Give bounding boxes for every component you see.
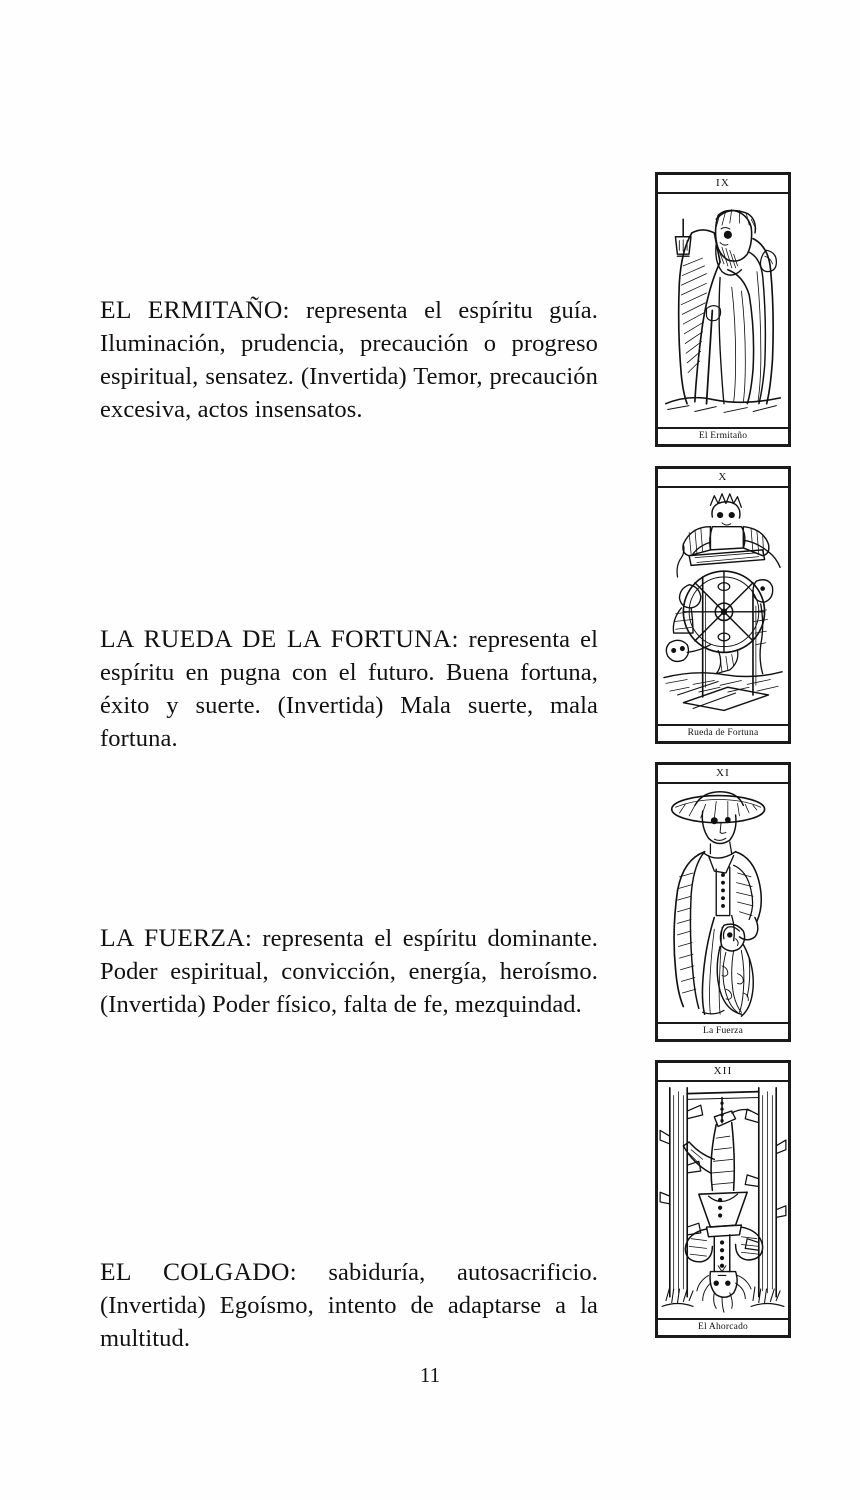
card-numeral-xii: XII xyxy=(658,1063,788,1082)
card-name-la-fuerza: LA FUERZA xyxy=(100,922,246,952)
entry-la-fuerza xyxy=(100,921,598,1022)
entry-el-colgado xyxy=(100,1255,598,1356)
tarot-card-el-ermitano xyxy=(655,172,791,447)
entry-body-el-ermitano: representa el espíritu guía. Iluminación, prudencia, precaución o progreso espiritual, sensatez. (Invertida) Temor, precaución excesiva, actos insensatos. xyxy=(100,296,598,424)
card-name-la-rueda-de-la-fortuna: LA RUEDA DE LA FORTUNA xyxy=(100,623,452,653)
card-title-rueda-de-fortuna: Rueda de Fortuna xyxy=(658,724,788,741)
card-illustration-hanged-man xyxy=(658,1082,788,1318)
text-column xyxy=(100,0,600,1500)
separator: : xyxy=(289,1258,329,1286)
tarot-card-el-ahorcado xyxy=(655,1060,791,1338)
card-title-el-ermitano: El Ermitaño xyxy=(658,427,788,444)
separator: : xyxy=(451,625,469,653)
card-numeral-x: X xyxy=(658,469,788,488)
tarot-card-rueda-de-fortuna xyxy=(655,466,791,744)
entry-body-la-fuerza: representa el espíritu dominante. Poder espiritual, convicción, energía, heroísmo. (Invertida) Poder físico, falta de fe, mezquindad. xyxy=(100,924,598,1018)
entry-body-la-rueda-de-la-fortuna: representa el espíritu en pugna con el futuro. Buena fortuna, éxito y suerte. (Invertida) Mala suerte, mala fortuna. xyxy=(100,625,598,753)
card-title-el-ahorcado: El Ahorcado xyxy=(658,1318,788,1335)
card-title-la-fuerza: La Fuerza xyxy=(658,1022,788,1039)
entry-body-el-colgado: sabiduría, autosacrificio. (Invertida) Egoísmo, intento de adaptarse a la multitud. xyxy=(100,1258,598,1352)
card-numeral-ix: IX xyxy=(658,175,788,194)
separator: : xyxy=(245,924,263,952)
tarot-card-column xyxy=(655,0,795,1500)
card-name-el-colgado: EL COLGADO xyxy=(100,1256,290,1286)
card-numeral-xi: XI xyxy=(658,765,788,784)
separator: : xyxy=(282,296,306,324)
card-illustration-strength xyxy=(658,784,788,1022)
page-number: 11 xyxy=(419,1363,441,1387)
tarot-card-la-fuerza xyxy=(655,762,791,1042)
card-illustration-hermit xyxy=(658,194,788,427)
entry-la-rueda-de-la-fortuna xyxy=(100,622,598,756)
card-illustration-wheel-of-fortune xyxy=(658,488,788,724)
card-name-el-ermitano: EL ERMITAÑO xyxy=(100,294,283,324)
entry-el-ermitano xyxy=(100,293,598,427)
